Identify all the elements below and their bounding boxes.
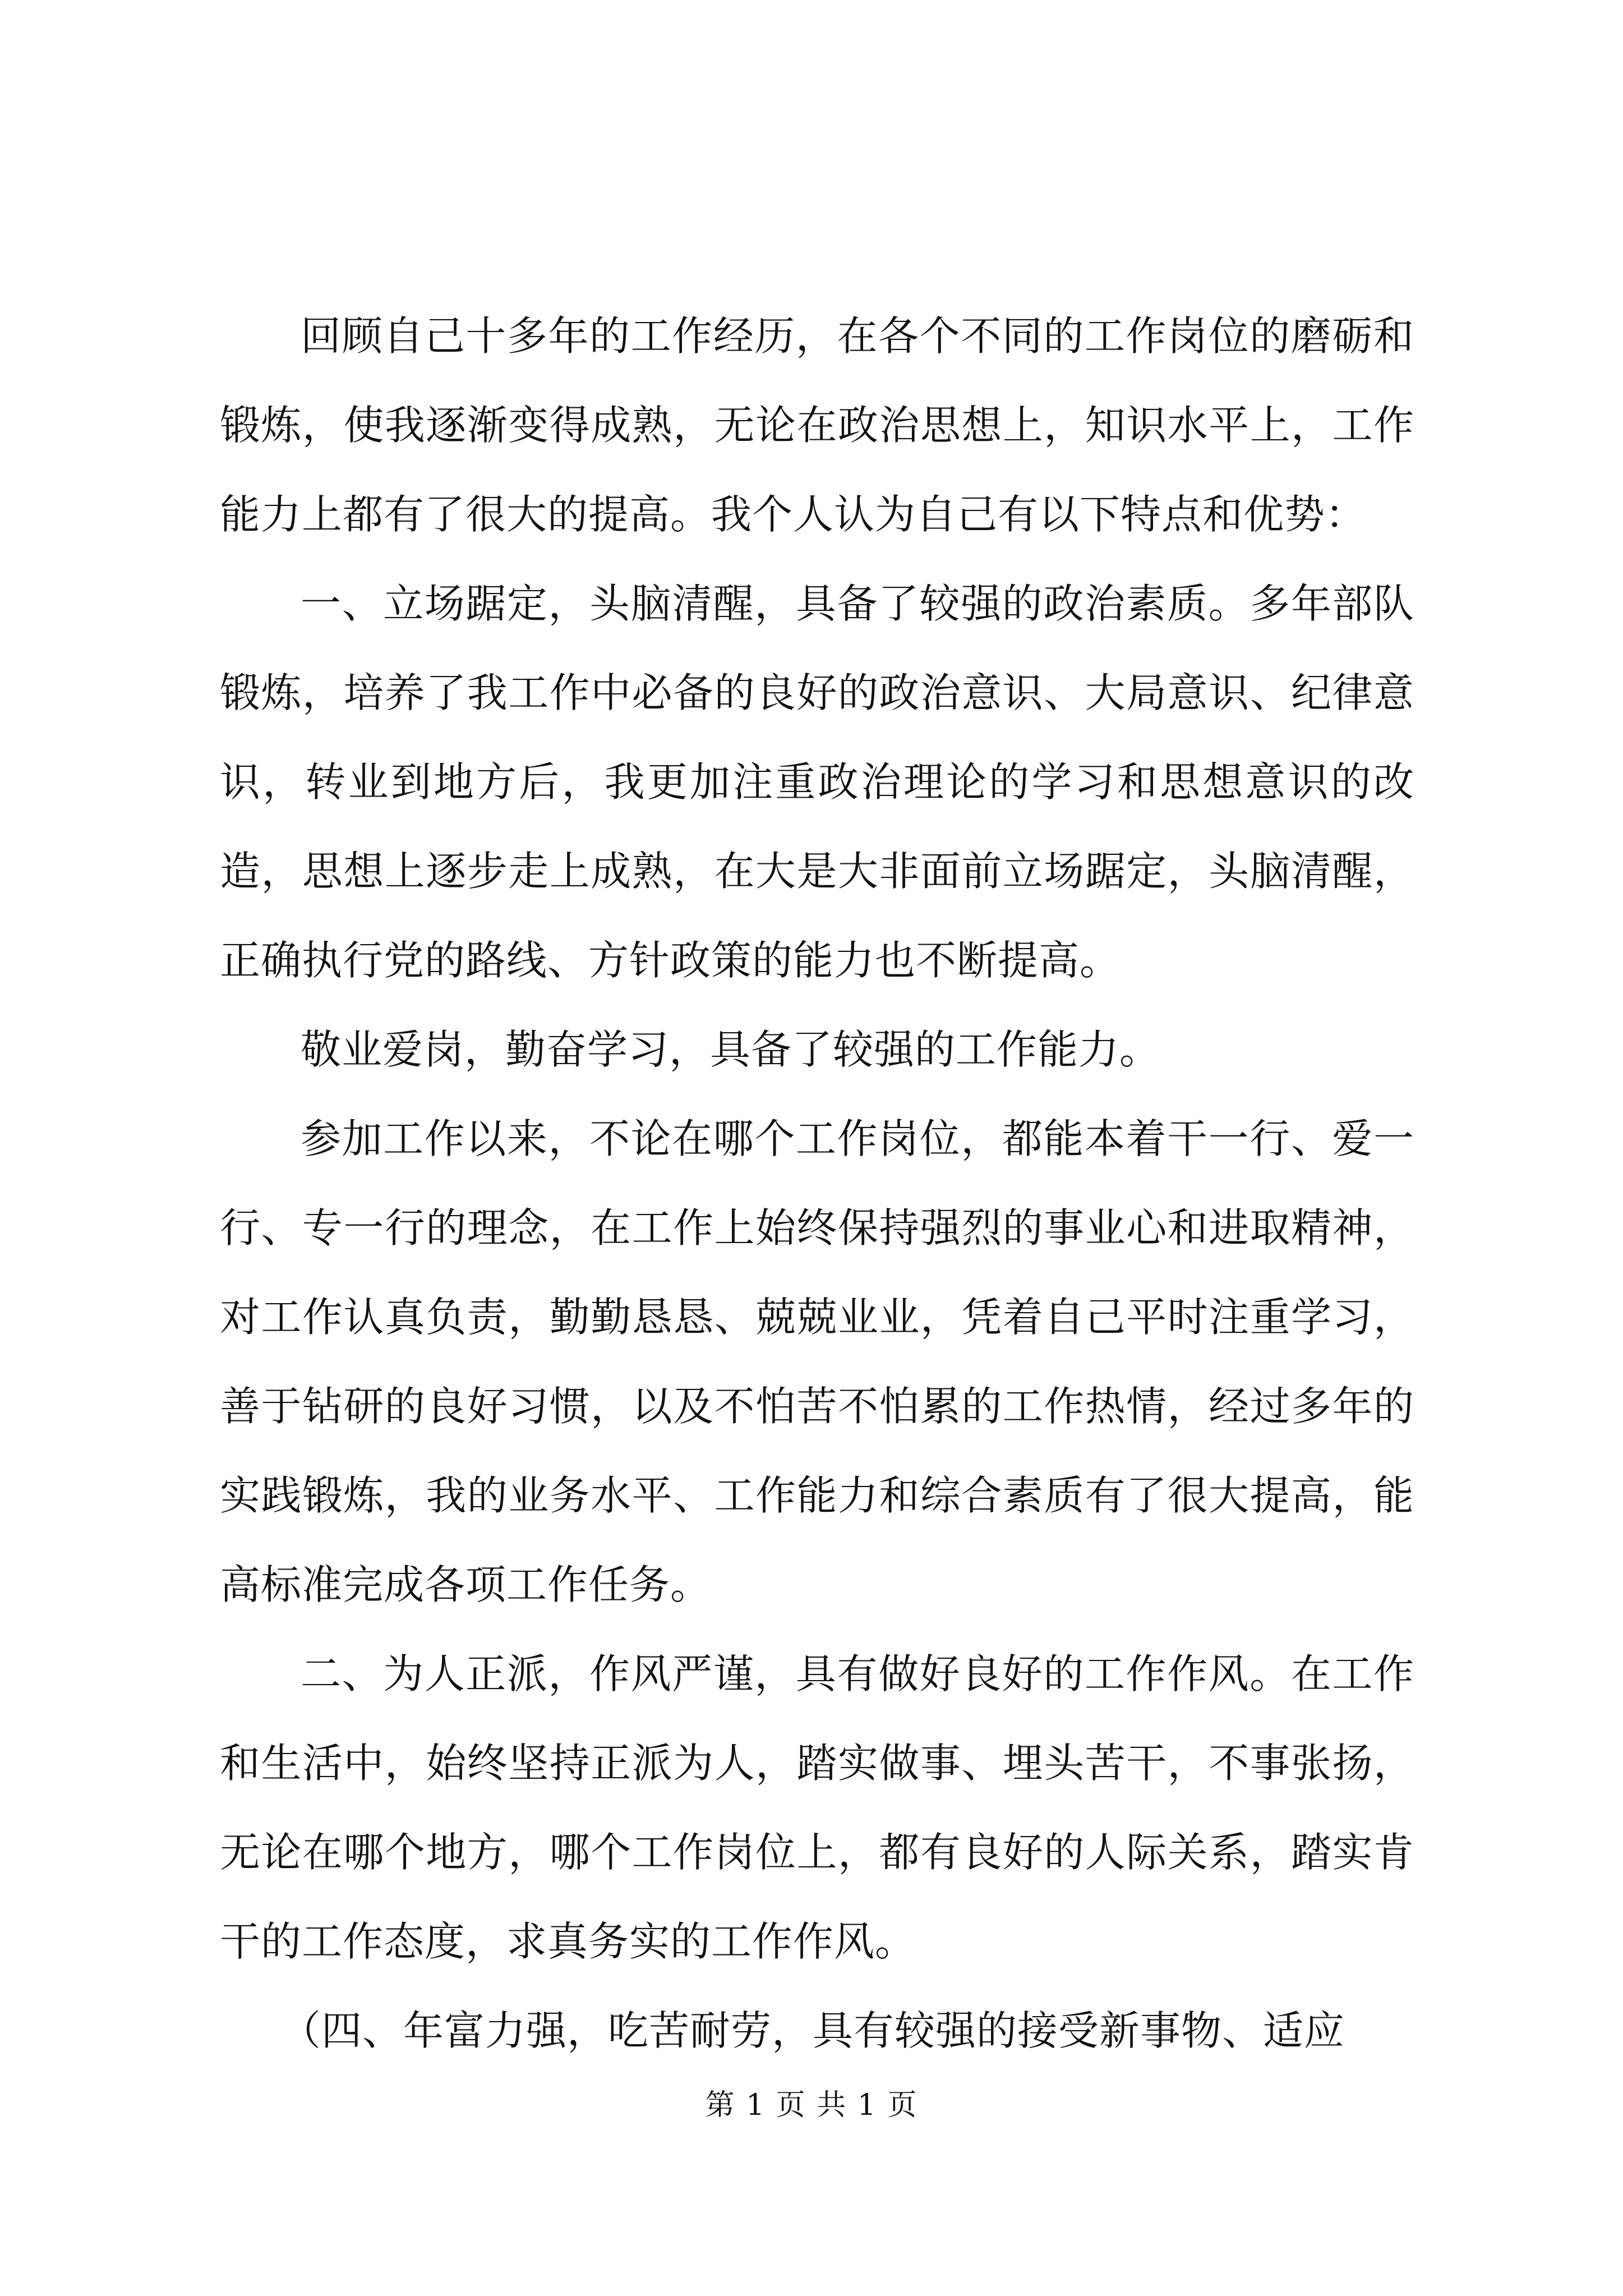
paragraph-point-two: 二、为人正派，作风严谨，具有做好良好的工作作风。在工作和生活中，始终坚持正派为人，踏实做事、埋头苦干，不事张扬，无论在哪个地方，哪个工作岗位上，都有良好的人际关系，踏实肯干的工作态度，求真务实的工作作风。 (220, 1650, 1414, 1965)
paragraph-point-four: （四、年富力强，吃苦耐劳，具有较强的接受新事物、适应 (280, 2007, 1345, 2054)
paragraph-intro: 回顾自己十多年的工作经历，在各个不同的工作岗位的磨砺和锻炼，使我逐渐变得成熟，无论在政治思想上，知识水平上，工作能力上都有了很大的提高。我个人认为自己有以下特点和优势： (220, 312, 1414, 538)
paragraph-work-experience: 参加工作以来，不论在哪个工作岗位，都能本着干一行、爱一行、专一行的理念，在工作上始终保持强烈的事业心和进取精神，对工作认真负责，勤勤恳恳、兢兢业业，凭着自己平时注重学习，善于钻研的良好习惯，以及不怕苦不怕累的工作热情，经过多年的实践锻炼，我的业务水平、工作能力和综合素质有了很大提高，能高标准完成各项工作任务。 (220, 1115, 1414, 1608)
paragraph-point-one: 一、立场踞定，头脑清醒，具备了较强的政治素质。多年部队锻炼，培养了我工作中必备的良好的政治意识、大局意识、纪律意识，转业到地方后，我更加注重政治理论的学习和思想意识的改造，思想上逐步走上成熟，在大是大非面前立场踞定，头脑清醒，正确执行党的路线、方针政策的能力也不断提高。 (220, 580, 1414, 984)
paragraph-dedication: 敬业爱岗，勤奋学习，具备了较强的工作能力。 (301, 1026, 1161, 1073)
page-number-footer: 第 1 页 共 1 页 (705, 2088, 918, 2122)
document-body (220, 292, 1414, 2076)
